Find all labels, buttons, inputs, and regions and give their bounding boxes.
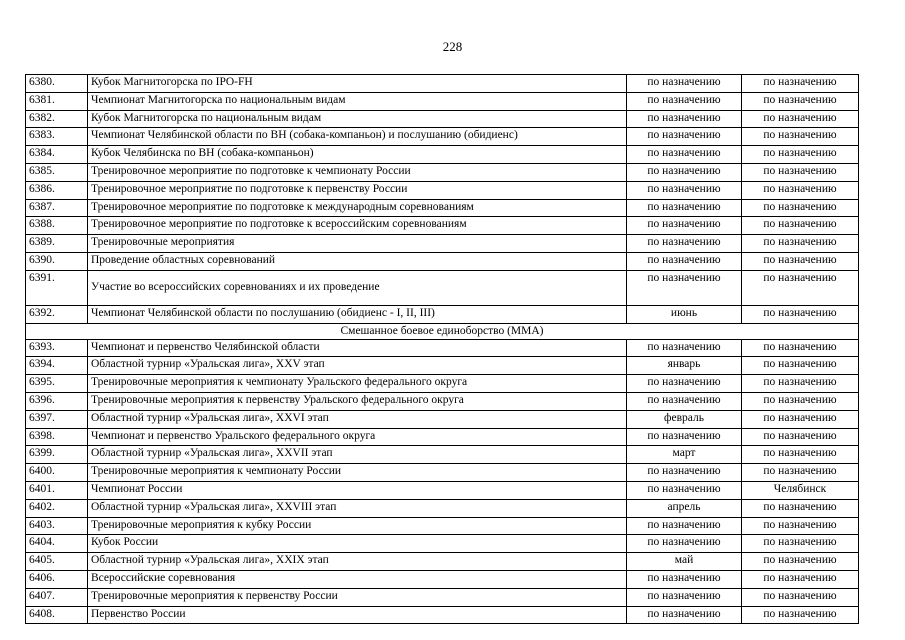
event-name: Кубок России [88,535,627,553]
table-row [26,110,859,128]
table-row [26,357,859,375]
table-row [26,217,859,235]
event-place: по назначению [742,410,859,428]
row-number: 6395. [26,375,88,393]
event-name: Тренировочное мероприятие по подготовке к всероссийским соревнованиям [88,217,627,235]
table-row [26,553,859,571]
event-name: Тренировочные мероприятия к чемпионату России [88,464,627,482]
table-row [26,375,859,393]
event-date: по назначению [627,392,742,410]
event-place: по назначению [742,553,859,571]
row-number: 6391. [26,270,88,305]
row-number: 6402. [26,499,88,517]
row-number: 6392. [26,305,88,323]
event-name: Областной турнир «Уральская лига», XXVIII этап [88,499,627,517]
event-date: март [627,446,742,464]
table-row [26,535,859,553]
event-date: по назначению [627,339,742,357]
row-number: 6400. [26,464,88,482]
table-row [26,305,859,323]
event-place: по назначению [742,199,859,217]
event-date: по назначению [627,181,742,199]
events-table [25,74,859,624]
event-place: по назначению [742,235,859,253]
event-place: по назначению [742,428,859,446]
table-row [26,410,859,428]
event-place: по назначению [742,92,859,110]
table-row [26,570,859,588]
event-name: Тренировочное мероприятие по подготовке к чемпионату России [88,163,627,181]
row-number: 6393. [26,339,88,357]
event-name: Тренировочные мероприятия к кубку России [88,517,627,535]
event-date: по назначению [627,270,742,305]
row-number: 6404. [26,535,88,553]
event-place: по назначению [742,252,859,270]
event-date: по назначению [627,235,742,253]
row-number: 6390. [26,252,88,270]
event-name: Кубок Челябинска по ВН (собака-компаньон) [88,146,627,164]
event-date: по назначению [627,128,742,146]
event-place: по назначению [742,181,859,199]
event-name: Тренировочные мероприятия [88,235,627,253]
table-row [26,235,859,253]
event-name: Тренировочные мероприятия к первенству Уральского федерального округа [88,392,627,410]
events-table-body [26,75,859,624]
table-row [26,446,859,464]
table-row [26,92,859,110]
event-date: июнь [627,305,742,323]
row-number: 6398. [26,428,88,446]
table-row [26,339,859,357]
row-number: 6387. [26,199,88,217]
event-date: по назначению [627,110,742,128]
table-row [26,75,859,93]
event-date: февраль [627,410,742,428]
event-place: по назначению [742,146,859,164]
table-row [26,163,859,181]
event-name: Чемпионат и первенство Челябинской области [88,339,627,357]
row-number: 6405. [26,553,88,571]
event-date: по назначению [627,375,742,393]
row-number: 6389. [26,235,88,253]
table-row [26,606,859,624]
event-date: по назначению [627,146,742,164]
event-place: по назначению [742,499,859,517]
event-date: по назначению [627,464,742,482]
row-number: 6381. [26,92,88,110]
row-number: 6396. [26,392,88,410]
row-number: 6406. [26,570,88,588]
event-date: по назначению [627,252,742,270]
table-row [26,392,859,410]
row-number: 6403. [26,517,88,535]
row-number: 6407. [26,588,88,606]
page-number: 228 [442,39,463,54]
event-place: по назначению [742,163,859,181]
event-place: по назначению [742,270,859,305]
event-date: по назначению [627,588,742,606]
table-row [26,499,859,517]
event-date: по назначению [627,570,742,588]
event-place: по назначению [742,535,859,553]
event-place: по назначению [742,464,859,482]
event-place: по назначению [742,305,859,323]
table-row [26,199,859,217]
table-row [26,181,859,199]
row-number: 6388. [26,217,88,235]
event-date: по назначению [627,517,742,535]
table-row [26,146,859,164]
event-date: по назначению [627,75,742,93]
event-date: по назначению [627,217,742,235]
event-name: Участие во всероссийских соревнованиях и их проведение [88,270,627,305]
event-place: по назначению [742,339,859,357]
event-place: по назначению [742,606,859,624]
event-place: по назначению [742,217,859,235]
table-row [26,252,859,270]
event-place: Челябинск [742,481,859,499]
event-place: по назначению [742,357,859,375]
event-name: Чемпионат Магнитогорска по национальным видам [88,92,627,110]
event-name: Областной турнир «Уральская лига», XXIX этап [88,553,627,571]
event-place: по назначению [742,75,859,93]
event-name: Тренировочные мероприятия к чемпионату Уральского федерального округа [88,375,627,393]
event-name: Кубок Магнитогорска по IPO-FH [88,75,627,93]
event-place: по назначению [742,517,859,535]
row-number: 6397. [26,410,88,428]
row-number: 6399. [26,446,88,464]
table-row [26,517,859,535]
event-place: по назначению [742,588,859,606]
row-number: 6382. [26,110,88,128]
event-name: Областной турнир «Уральская лига», XXVII этап [88,446,627,464]
event-date: по назначению [627,535,742,553]
event-date: по назначению [627,199,742,217]
section-header-row [26,323,859,339]
event-name: Чемпионат России [88,481,627,499]
event-name: Тренировочные мероприятия к первенству России [88,588,627,606]
table-row [26,128,859,146]
event-name: Областной турнир «Уральская лига», XXV этап [88,357,627,375]
event-date: по назначению [627,606,742,624]
section-title: Смешанное боевое единоборство (ММА) [26,323,859,339]
event-place: по назначению [742,375,859,393]
event-place: по назначению [742,392,859,410]
table-row [26,588,859,606]
event-name: Кубок Магнитогорска по национальным видам [88,110,627,128]
row-number: 6394. [26,357,88,375]
event-date: май [627,553,742,571]
event-name: Тренировочное мероприятие по подготовке к первенству России [88,181,627,199]
row-number: 6380. [26,75,88,93]
event-name: Первенство России [88,606,627,624]
event-date: январь [627,357,742,375]
row-number: 6383. [26,128,88,146]
event-date: по назначению [627,163,742,181]
event-date: по назначению [627,481,742,499]
event-name: Проведение областных соревнований [88,252,627,270]
event-name: Чемпионат и первенство Уральского федерального округа [88,428,627,446]
table-row [26,464,859,482]
row-number: 6386. [26,181,88,199]
event-place: по назначению [742,128,859,146]
event-name: Областной турнир «Уральская лига», XXVI этап [88,410,627,428]
event-name: Всероссийские соревнования [88,570,627,588]
event-date: по назначению [627,428,742,446]
row-number: 6408. [26,606,88,624]
event-name: Тренировочное мероприятие по подготовке к международным соревнованиям [88,199,627,217]
event-name: Чемпионат Челябинской области по ВН (собака-компаньон) и послушанию (обидиенс) [88,128,627,146]
row-number: 6401. [26,481,88,499]
event-name: Чемпионат Челябинской области по послушанию (обидиенс - I, II, III) [88,305,627,323]
row-number: 6384. [26,146,88,164]
table-row [26,270,859,305]
event-date: апрель [627,499,742,517]
event-date: по назначению [627,92,742,110]
event-place: по назначению [742,446,859,464]
event-place: по назначению [742,110,859,128]
row-number: 6385. [26,163,88,181]
table-row [26,428,859,446]
event-place: по назначению [742,570,859,588]
table-row [26,481,859,499]
